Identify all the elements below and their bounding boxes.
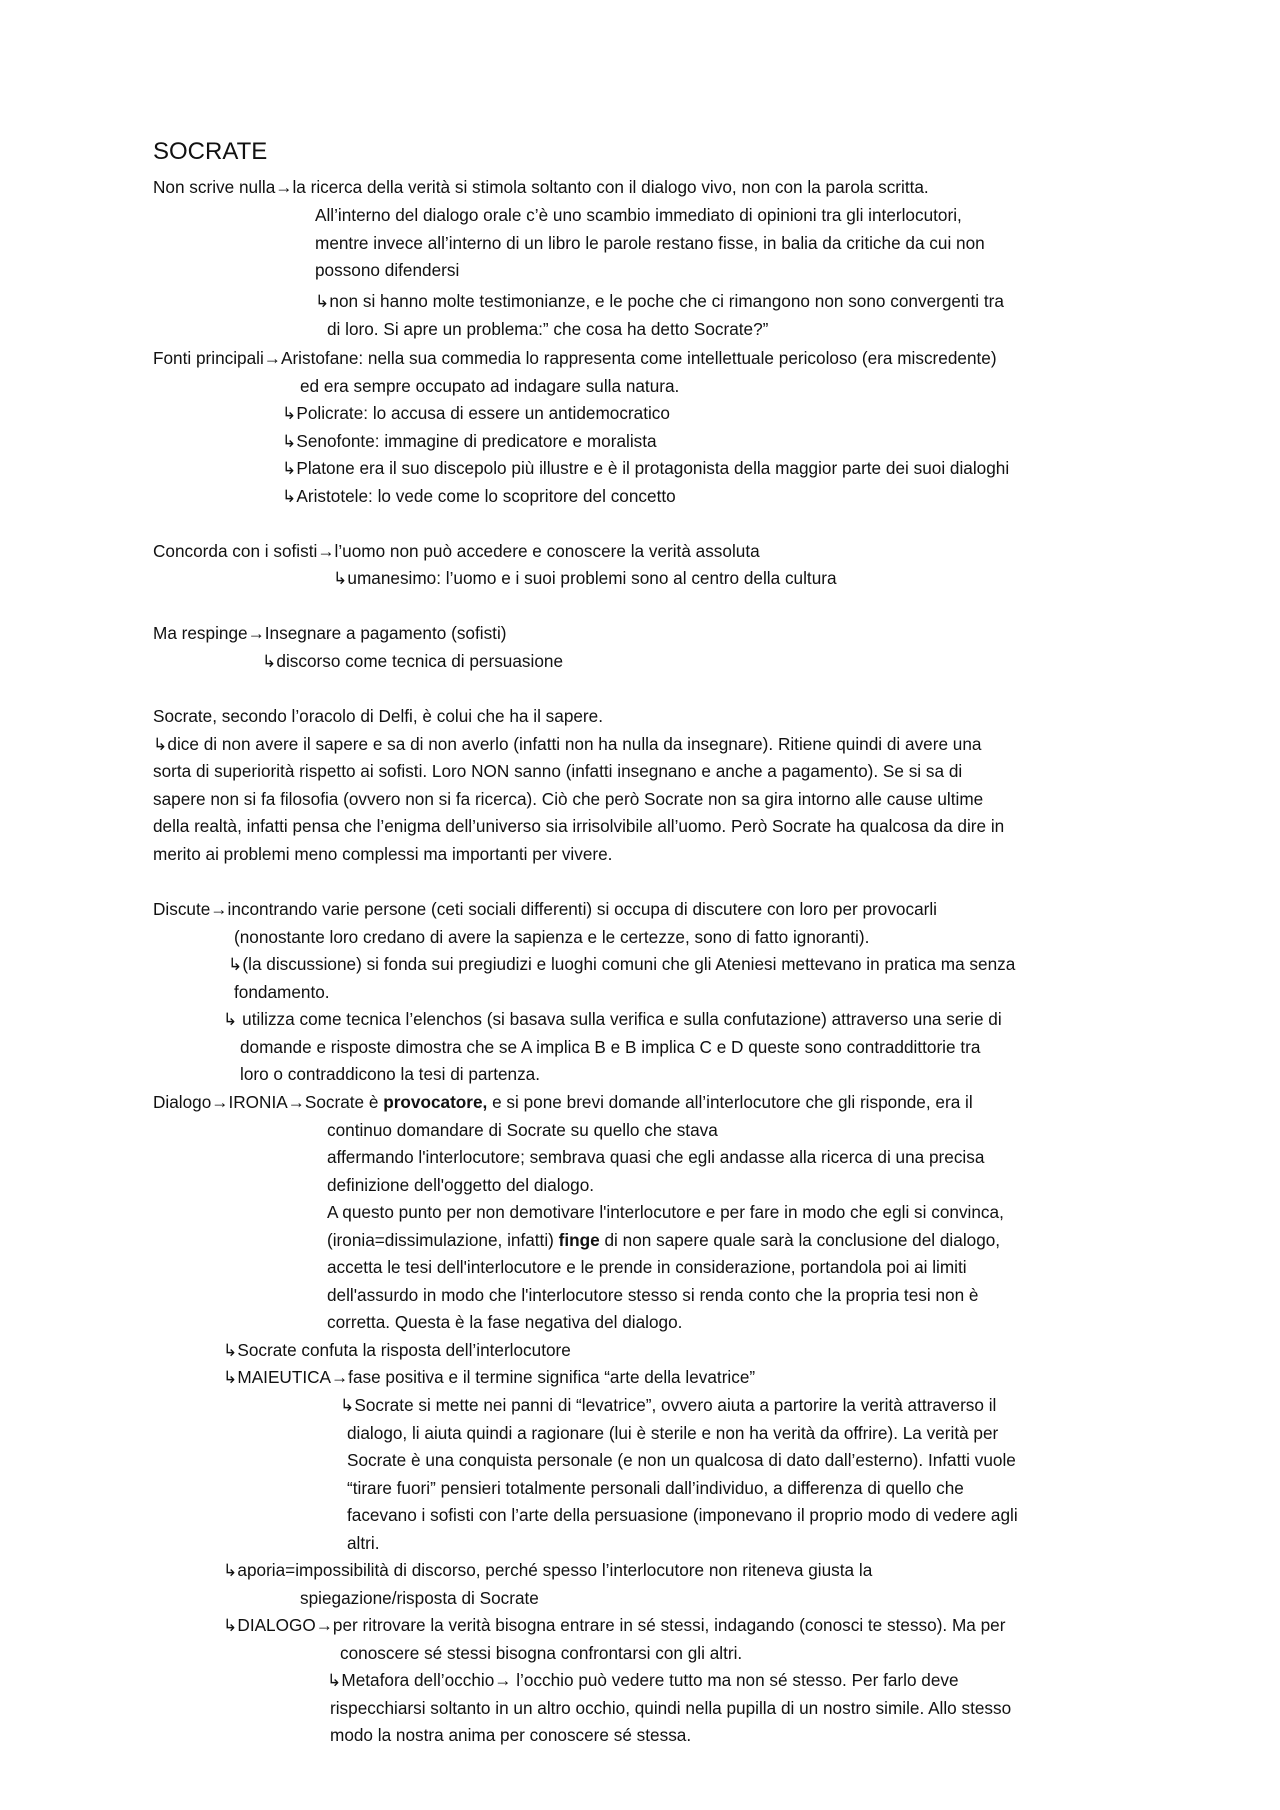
text-line: definizione dell'oggetto del dialogo. xyxy=(327,1175,595,1195)
text-line: Dialogo→IRONIA→Socrate è provocatore, e si pone brevi domande all’interlocutore che gli risponde, era il xyxy=(153,1092,973,1112)
text-line: conoscere sé stessi bisogna confrontarsi con gli altri. xyxy=(340,1643,743,1663)
text-line: ↳Aristotele: lo vede come lo scopritore del concetto xyxy=(282,486,676,506)
text-line: ↳Platone era il suo discepolo più illustre e è il protagonista della maggior parte dei suoi dialoghi xyxy=(282,458,1010,478)
text-line: rispecchiarsi soltanto in un altro occhio, quindi nella pupilla di un nostro simile. Allo stesso xyxy=(330,1698,1012,1718)
text-line: ↳Senofonte: immagine di predicatore e moralista xyxy=(282,431,657,451)
text-line: sapere non si fa filosofia (ovvero non si fa ricerca). Ciò che però Socrate non sa gira intorno alle cause ultime xyxy=(153,789,984,809)
text-line: (nonostante loro credano di avere la sapienza e le certezze, sono di fatto ignoranti). xyxy=(234,927,870,947)
text-line: modo la nostra anima per conoscere sé stessa. xyxy=(330,1725,692,1745)
text-line: ↳Policrate: lo accusa di essere un antidemocratico xyxy=(282,403,670,423)
text-line: Socrate è una conquista personale (e non un qualcosa di dato dall’esterno). Infatti vuole xyxy=(347,1450,1016,1470)
text-line: altri. xyxy=(347,1533,380,1553)
text-line: accetta le tesi dell'interlocutore e le prende in considerazione, portandola poi ai limiti xyxy=(327,1257,967,1277)
text-line: dialogo, li aiuta quindi a ragionare (lui è sterile e non ha verità da offrire). La verità per xyxy=(347,1423,999,1443)
text-line: affermando l'interlocutore; sembrava quasi che egli andasse alla ricerca di una precisa xyxy=(327,1147,985,1167)
text-line: Fonti principali→Aristofane: nella sua commedia lo rappresenta come intellettuale pericoloso (era miscredente) xyxy=(153,348,997,368)
text-line: ↳discorso come tecnica di persuasione xyxy=(262,651,564,671)
text-line: ↳DIALOGO→per ritrovare la verità bisogna entrare in sé stessi, indagando (conosci te stesso). Ma per xyxy=(223,1615,1006,1635)
text-line: spiegazione/risposta di Socrate xyxy=(300,1588,539,1608)
text-line: ↳Metafora dell’occhio→ l’occhio può vedere tutto ma non sé stesso. Per farlo deve xyxy=(327,1670,959,1690)
text-line: A questo punto per non demotivare l'interlocutore e per fare in modo che egli si convinca, xyxy=(327,1202,1004,1222)
text-line: Discute→incontrando varie persone (ceti sociali differenti) si occupa di discutere con loro per provocarli xyxy=(153,899,938,919)
text-line: ↳umanesimo: l’uomo e i suoi problemi sono al centro della cultura xyxy=(333,568,837,588)
text-line: corretta. Questa è la fase negativa del dialogo. xyxy=(327,1312,683,1332)
text-line: Ma respinge→Insegnare a pagamento (sofisti) xyxy=(153,623,507,643)
text-line: ↳aporia=impossibilità di discorso, perché spesso l’interlocutore non riteneva giusta la xyxy=(223,1560,873,1580)
text-line: dell'assurdo in modo che l'interlocutore stesso si renda conto che la propria tesi non è xyxy=(327,1285,979,1305)
text-line: merito ai problemi meno complessi ma importanti per vivere. xyxy=(153,844,613,864)
document-title: SOCRATE xyxy=(153,138,268,165)
text-line: ↳(la discussione) si fonda sui pregiudizi e luoghi comuni che gli Ateniesi mettevano in pratica ma senza xyxy=(228,954,1016,974)
text-line: ↳ utilizza come tecnica l’elenchos (si basava sulla verifica e sulla confutazione) attraverso una serie di xyxy=(223,1009,1002,1029)
text-line: ed era sempre occupato ad indagare sulla natura. xyxy=(300,376,680,396)
text-line: Concorda con i sofisti→l’uomo non può accedere e conoscere la verità assoluta xyxy=(153,541,760,561)
text-line: ↳MAIEUTICA→fase positiva e il termine significa “arte della levatrice” xyxy=(223,1367,756,1387)
text-line: Non scrive nulla→la ricerca della verità si stimola soltanto con il dialogo vivo, non con la parola scritta. xyxy=(153,177,929,197)
text-line: Socrate, secondo l’oracolo di Delfi, è colui che ha il sapere. xyxy=(153,706,603,726)
text-line: possono difendersi xyxy=(315,260,460,280)
text-line: domande e risposte dimostra che se A implica B e B implica C e D queste sono contraddittorie tra xyxy=(240,1037,981,1057)
text-line: fondamento. xyxy=(234,982,330,1002)
text-line: mentre invece all’interno di un libro le parole restano fisse, in balia da critiche da cui non xyxy=(315,233,985,253)
text-line: ↳Socrate si mette nei panni di “levatrice”, ovvero aiuta a partorire la verità attraverso il xyxy=(340,1395,997,1415)
text-line: facevano i sofisti con l’arte della persuasione (imponevano il proprio modo di vedere agli xyxy=(347,1505,1018,1525)
text-line: loro o contraddicono la tesi di partenza. xyxy=(240,1064,541,1084)
text-line: (ironia=dissimulazione, infatti) finge di non sapere quale sarà la conclusione del dialogo, xyxy=(327,1230,1001,1250)
text-line: sorta di superiorità rispetto ai sofisti. Loro NON sanno (infatti insegnano e anche a pagamento). Se si sa di xyxy=(153,761,963,781)
text-line: ↳Socrate confuta la risposta dell’interlocutore xyxy=(223,1340,571,1360)
text-line: di loro. Si apre un problema:” che cosa ha detto Socrate?” xyxy=(327,319,769,339)
text-line: “tirare fuori” pensieri totalmente personali dall’individuo, a differenza di quello che xyxy=(347,1478,964,1498)
text-line: della realtà, infatti pensa che l’enigma dell’universo sia irrisolvibile all’uomo. Però Socrate ha qualcosa da dire in xyxy=(153,816,1005,836)
text-line: ↳dice di non avere il sapere e sa di non averlo (infatti non ha nulla da insegnare). Ritiene quindi di avere una xyxy=(153,734,982,754)
text-line: All’interno del dialogo orale c’è uno scambio immediato di opinioni tra gli interlocutori, xyxy=(315,205,962,225)
text-line: ↳non si hanno molte testimonianze, e le poche che ci rimangono non sono convergenti tra xyxy=(315,291,1004,311)
text-line: continuo domandare di Socrate su quello che stava xyxy=(327,1120,718,1140)
